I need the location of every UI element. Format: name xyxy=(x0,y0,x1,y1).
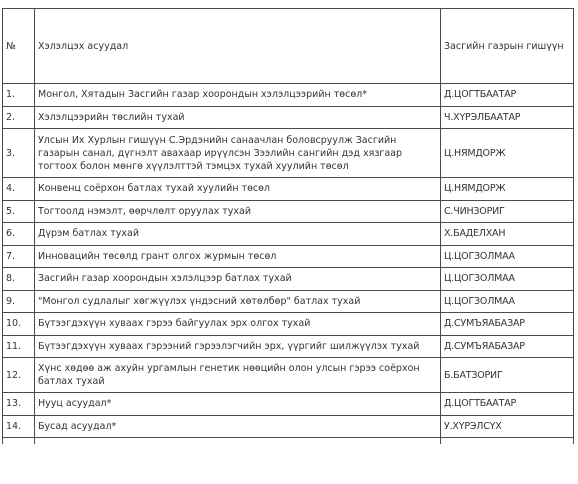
row-member: Ц.ЦОГЗОЛМАА xyxy=(441,268,574,291)
row-number: 12. xyxy=(3,358,35,393)
row-number: 4. xyxy=(3,178,35,201)
table-row xyxy=(3,393,574,416)
empty-cell xyxy=(3,438,35,445)
table-row-partial xyxy=(3,438,574,445)
row-topic: Нууц асуудал* xyxy=(35,393,441,416)
table-row xyxy=(3,106,574,129)
row-number: 3. xyxy=(3,129,35,178)
row-number: 8. xyxy=(3,268,35,291)
row-number: 6. xyxy=(3,223,35,246)
row-number: 9. xyxy=(3,290,35,313)
row-topic: Тогтоолд нэмэлт, өөрчлөлт оруулах тухай xyxy=(35,200,441,223)
row-topic: Хэлэлцээрийн төслийн тухай xyxy=(35,106,441,129)
row-topic: Конвенц соёрхон батлах тухай хуулийн төсөл xyxy=(35,178,441,201)
row-number: 7. xyxy=(3,245,35,268)
row-topic: Бүтээгдэхүүн хуваах гэрээний гэрээлэгчийн эрх, үүргийг шилжүүлэх тухай xyxy=(35,335,441,358)
row-member: Ц.ЦОГЗОЛМАА xyxy=(441,245,574,268)
table-row xyxy=(3,129,574,178)
row-member: Ц.НЯМДОРЖ xyxy=(441,178,574,201)
table-header-row xyxy=(3,9,574,84)
row-member: Х.БАДЕЛХАН xyxy=(441,223,574,246)
row-member: Б.БАТЗОРИГ xyxy=(441,358,574,393)
row-number: 2. xyxy=(3,106,35,129)
row-member: Ц.ЦОГЗОЛМАА xyxy=(441,290,574,313)
agenda-table xyxy=(2,8,574,444)
table-row xyxy=(3,358,574,393)
row-member: Д.СУМЪЯАБАЗАР xyxy=(441,313,574,336)
empty-cell xyxy=(35,438,441,445)
row-topic: Дүрэм батлах тухай xyxy=(35,223,441,246)
row-topic: Засгийн газар хоорондын хэлэлцээр батлах тухай xyxy=(35,268,441,291)
row-number: 14. xyxy=(3,415,35,438)
header-member: Засгийн газрын гишүүн xyxy=(441,9,574,84)
table-row xyxy=(3,245,574,268)
row-topic: Инновацийн төсөлд грант олгох журмын төсөл xyxy=(35,245,441,268)
row-number: 11. xyxy=(3,335,35,358)
row-number: 1. xyxy=(3,84,35,107)
header-number: № xyxy=(3,9,35,84)
row-topic: Бүтээгдэхүүн хуваах гэрээ байгуулах эрх олгох тухай xyxy=(35,313,441,336)
table-row xyxy=(3,178,574,201)
row-topic: Хүнс хөдөө аж ахуйн ургамлын генетик нөөцийн олон улсын гэрээ соёрхон батлах тухай xyxy=(35,358,441,393)
row-member: Д.ЦОГТБААТАР xyxy=(441,393,574,416)
table-row xyxy=(3,335,574,358)
table-row xyxy=(3,200,574,223)
table-row xyxy=(3,313,574,336)
row-topic: Бусад асуудал* xyxy=(35,415,441,438)
table-row xyxy=(3,223,574,246)
table-row xyxy=(3,290,574,313)
row-topic: "Монгол судлалыг хөгжүүлэх үндэсний хөтөлбөр" батлах тухай xyxy=(35,290,441,313)
row-topic: Улсын Их Хурлын гишүүн С.Эрдэнийн санаачлан боловсруулж Засгийн газарын санал, дүгнэлт авахаар ирүүлсэн Зээлийн сангийн дэд хязгаар тогтоох болон мөнгө хүүлэлттэй тэмцэх тухай хуулийн төсөл xyxy=(35,129,441,178)
header-topic: Хэлэлцэх асуудал xyxy=(35,9,441,84)
row-member: Ч.ХҮРЭЛБААТАР xyxy=(441,106,574,129)
row-number: 5. xyxy=(3,200,35,223)
row-topic: Монгол, Хятадын Засгийн газар хоорондын хэлэлцээрийн төсөл* xyxy=(35,84,441,107)
row-member: У.ХҮРЭЛСҮХ xyxy=(441,415,574,438)
table-row xyxy=(3,415,574,438)
table-row xyxy=(3,268,574,291)
row-member: Ц.НЯМДОРЖ xyxy=(441,129,574,178)
table-row xyxy=(3,84,574,107)
row-member: С.ЧИНЗОРИГ xyxy=(441,200,574,223)
row-number: 13. xyxy=(3,393,35,416)
row-number: 10. xyxy=(3,313,35,336)
empty-cell xyxy=(441,438,574,445)
row-member: Д.ЦОГТБААТАР xyxy=(441,84,574,107)
row-member: Д.СУМЪЯАБАЗАР xyxy=(441,335,574,358)
